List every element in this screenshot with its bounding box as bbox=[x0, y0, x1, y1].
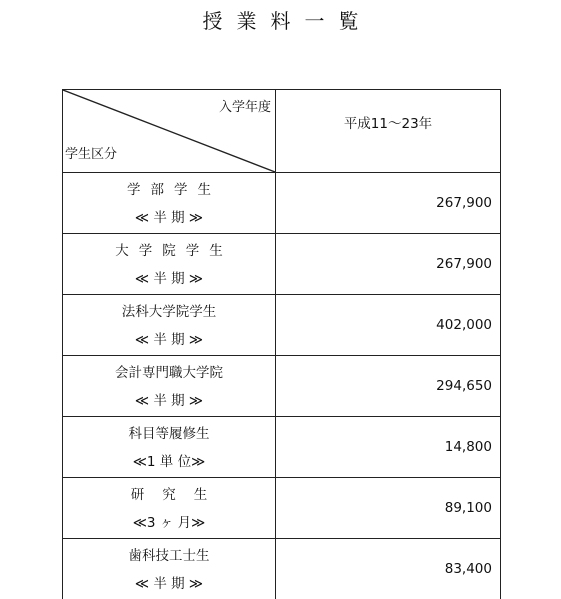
fee-cell: 267,900 bbox=[276, 173, 501, 234]
table-row bbox=[63, 295, 501, 356]
table-row bbox=[63, 539, 501, 599]
category-unit: ≪ 半 期 ≫ bbox=[63, 265, 275, 293]
fee-cell: 14,800 bbox=[276, 417, 501, 478]
table-row bbox=[63, 173, 501, 234]
category-cell bbox=[63, 478, 276, 539]
page-title: 授業料一覧 bbox=[0, 6, 561, 36]
category-name: 大学院学生 bbox=[63, 235, 275, 265]
category-unit: ≪ 半 期 ≫ bbox=[63, 204, 275, 232]
category-name: 学部学生 bbox=[63, 174, 275, 204]
category-cell bbox=[63, 234, 276, 295]
table-row bbox=[63, 356, 501, 417]
table-row bbox=[63, 234, 501, 295]
category-name: 科目等履修生 bbox=[63, 418, 275, 448]
table-header-row bbox=[63, 90, 501, 173]
fee-cell: 89,100 bbox=[276, 478, 501, 539]
fee-cell: 402,000 bbox=[276, 295, 501, 356]
category-name: 会計専門職大学院 bbox=[63, 357, 275, 387]
category-name: 研究生 bbox=[63, 479, 275, 509]
category-cell bbox=[63, 173, 276, 234]
category-name: 歯科技工士生 bbox=[63, 540, 275, 570]
category-cell bbox=[63, 539, 276, 599]
category-cell bbox=[63, 295, 276, 356]
tuition-table bbox=[62, 89, 501, 599]
table-row bbox=[63, 478, 501, 539]
fee-cell: 83,400 bbox=[276, 539, 501, 599]
category-unit: ≪ 半 期 ≫ bbox=[63, 326, 275, 354]
fee-cell: 294,650 bbox=[276, 356, 501, 417]
fee-cell: 267,900 bbox=[276, 234, 501, 295]
category-cell bbox=[63, 356, 276, 417]
category-name: 法科大学院学生 bbox=[63, 296, 275, 326]
table-row bbox=[63, 417, 501, 478]
category-unit: ≪ 半 期 ≫ bbox=[63, 387, 275, 415]
category-unit: ≪1 単 位≫ bbox=[63, 448, 275, 476]
category-cell bbox=[63, 417, 276, 478]
category-unit: ≪ 半 期 ≫ bbox=[63, 570, 275, 598]
header-enrollment-year-label: 入学年度 bbox=[219, 96, 271, 115]
header-student-category-label: 学生区分 bbox=[65, 143, 117, 162]
category-unit: ≪3 ヶ 月≫ bbox=[63, 509, 275, 537]
header-year-cell: 平成11～23年 bbox=[276, 90, 501, 173]
header-corner-cell bbox=[63, 90, 276, 173]
